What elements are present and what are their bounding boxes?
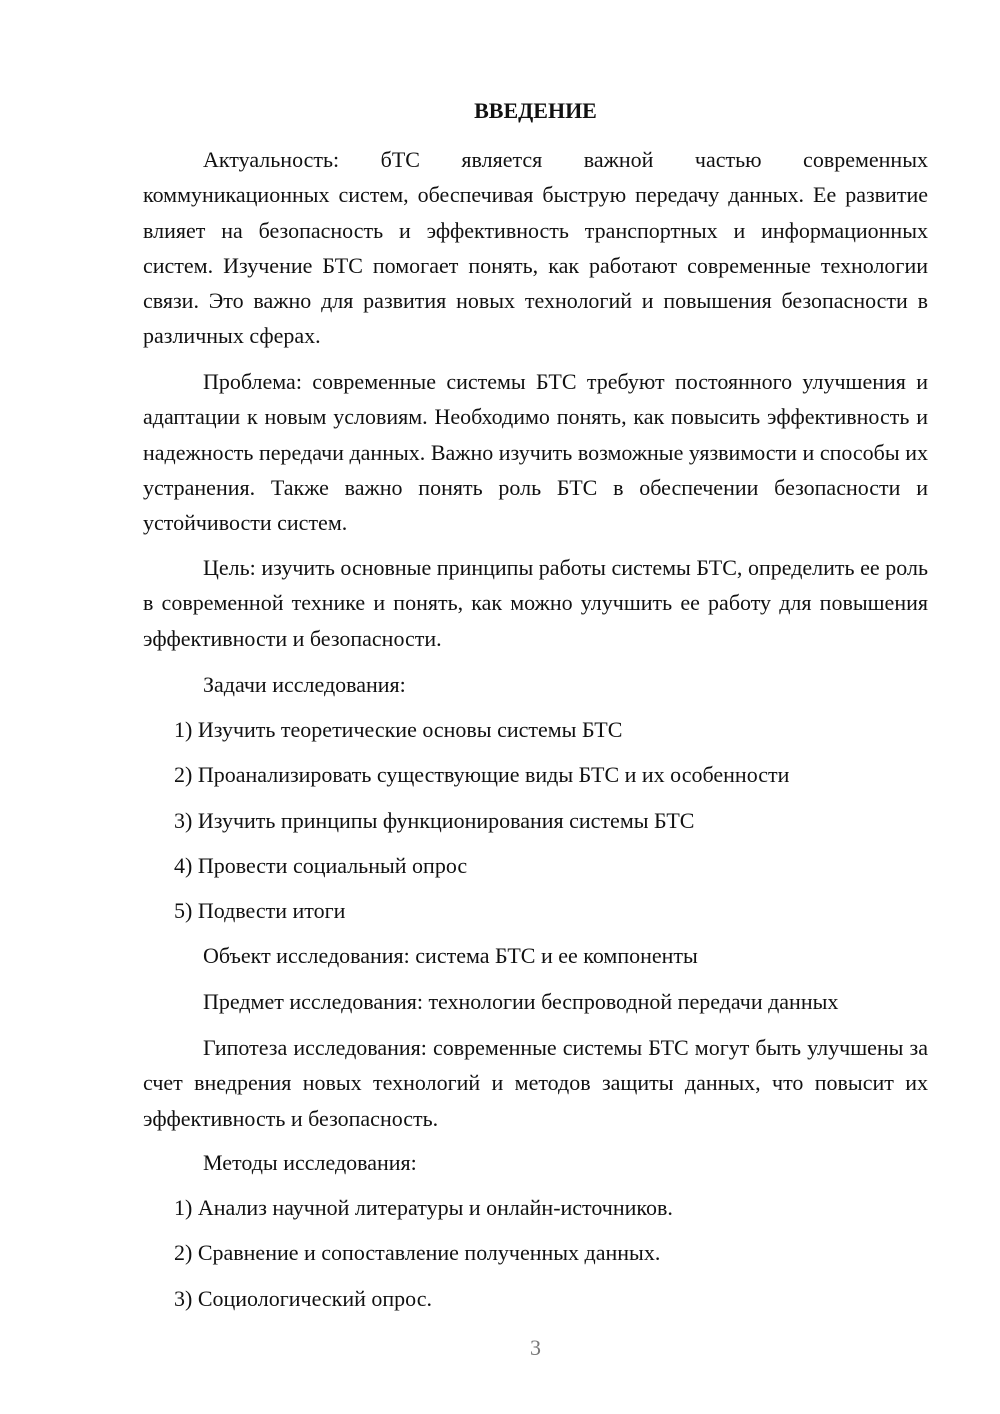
paragraph-problem: Проблема: современные системы БТС требуют постоянного улучшения и адаптации к новым условиям. Необходимо понять, как повысить эффективность и надежность передачи данных. Важно изучить возможные уязвимости и способы их устранения. Также важно понять роль БТС в обеспечении безопасности и устойчивости систем. bbox=[143, 369, 928, 536]
method-item: 3) Социологический опрос. bbox=[174, 1286, 432, 1311]
task-item: 1) Изучить теоретические основы системы БТС bbox=[174, 717, 623, 742]
task-item: 5) Подвести итоги bbox=[174, 898, 346, 923]
paragraph-relevance: Актуальность: бТС является важной частью современных коммуникационных систем, обеспечивая быструю передачу данных. Ее развитие влияет на безопасность и эффективность транспортных и информационных систем. Изучение БТС помогает понять, как работают современные технологии связи. Это важно для развития новых технологий и повышения безопасности в различных сферах. bbox=[143, 147, 928, 349]
methods-heading: Методы исследования: bbox=[203, 1150, 417, 1175]
paragraph-hypothesis: Гипотеза исследования: современные системы БТС могут быть улучшены за счет внедрения новых технологий и методов защиты данных, что повысит их эффективность и безопасность. bbox=[143, 1035, 928, 1131]
page-title: ВВЕДЕНИЕ bbox=[474, 98, 597, 123]
tasks-heading: Задачи исследования: bbox=[203, 672, 406, 697]
paragraph-goal: Цель: изучить основные принципы работы системы БТС, определить ее роль в современной технике и понять, как можно улучшить ее работу для повышения эффективности и безопасности. bbox=[143, 555, 928, 651]
document-page bbox=[143, 0, 928, 1414]
research-subject: Предмет исследования: технологии беспроводной передачи данных bbox=[203, 989, 839, 1014]
task-item: 4) Провести социальный опрос bbox=[174, 853, 468, 878]
method-item: 1) Анализ научной литературы и онлайн-источников. bbox=[174, 1195, 673, 1220]
research-object: Объект исследования: система БТС и ее компоненты bbox=[203, 943, 698, 968]
task-item: 2) Проанализировать существующие виды БТС и их особенности bbox=[174, 762, 790, 787]
page-number: 3 bbox=[530, 1335, 541, 1360]
method-item: 2) Сравнение и сопоставление полученных данных. bbox=[174, 1240, 661, 1265]
task-item: 3) Изучить принципы функционирования системы БТС bbox=[174, 808, 695, 833]
